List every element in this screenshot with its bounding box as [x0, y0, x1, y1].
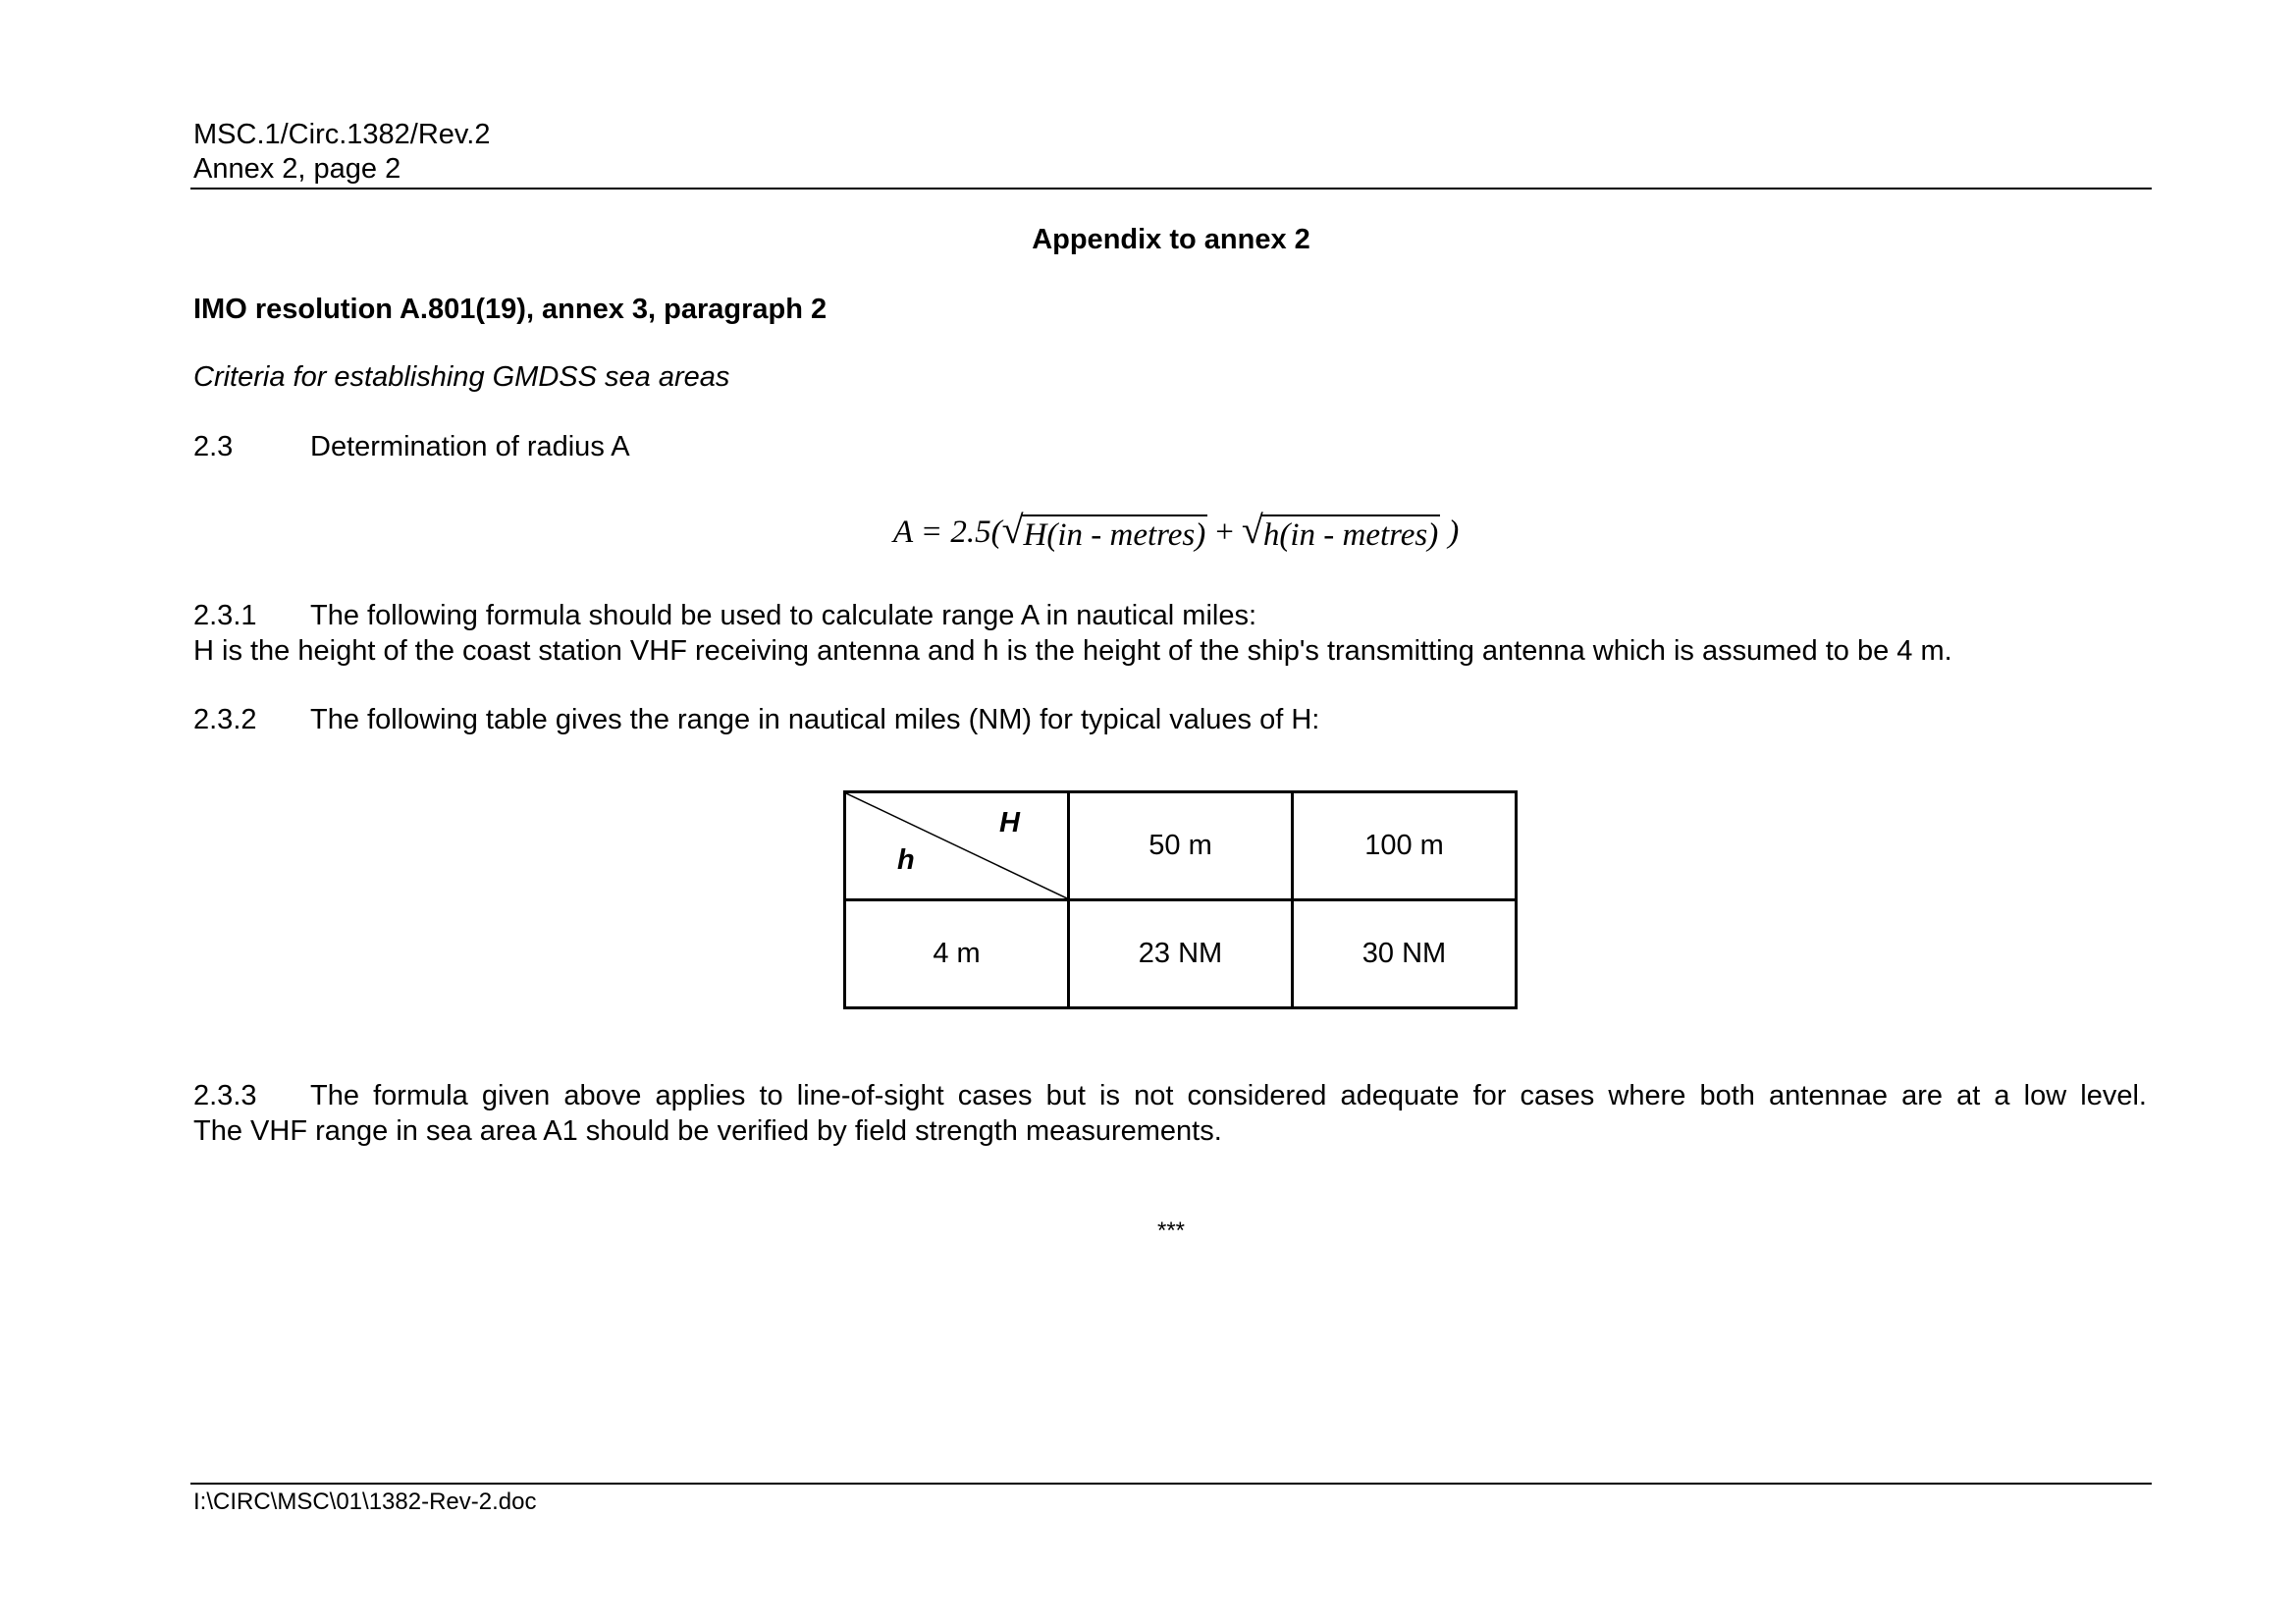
table-row: [845, 900, 1517, 1008]
end-marker: ***: [1156, 1218, 1186, 1244]
section-title: Determination of radius A: [310, 431, 630, 462]
formula-term-1: H(in - metres): [1022, 514, 1208, 554]
table-corner-cell: [845, 792, 1069, 900]
column-header: 100 m: [1293, 792, 1517, 900]
table-cell: 30 NM: [1293, 900, 1517, 1008]
formula-lhs: A = 2.5(: [893, 514, 1002, 550]
paragraph-number: 2.3.2: [193, 704, 257, 735]
row-header: 4 m: [845, 900, 1069, 1008]
paragraph-text-continued: H is the height of the coast station VHF receiving antenna and h is the height of the ship's transmitting antenna which is assumed to be 4 m.: [193, 635, 1952, 667]
criteria-subtitle: Criteria for establishing GMDSS sea areas: [193, 361, 730, 393]
radical-sign: √: [1241, 508, 1263, 552]
paragraph-first-line: [193, 1079, 2147, 1113]
appendix-title: Appendix to annex 2: [1032, 224, 1310, 255]
paragraph-text: The following formula should be used to calculate range A in nautical miles:: [310, 600, 1257, 631]
range-table: [843, 790, 1518, 1009]
formula-close: ): [1448, 514, 1460, 550]
sqrt-term-1: [1001, 508, 1208, 554]
footer-file-path: I:\CIRC\MSC\01\1382-Rev-2.doc: [193, 1489, 537, 1515]
formula-term-2: h(in - metres): [1261, 514, 1440, 554]
corner-label-h: h: [897, 844, 915, 876]
section-number: 2.3: [193, 431, 234, 462]
paragraph-text: The following table gives the range in nautical miles (NM) for typical values of H:: [310, 704, 1320, 735]
footer-divider: [190, 1483, 2152, 1485]
page-reference: Annex 2, page 2: [193, 153, 401, 185]
header-divider: [190, 188, 2152, 189]
paragraph-number: 2.3.3: [193, 1080, 257, 1111]
paragraph-number: 2.3.1: [193, 600, 257, 631]
range-formula: [893, 508, 1460, 554]
table-cell: 23 NM: [1069, 900, 1293, 1008]
diagonal-line: [846, 793, 1067, 898]
corner-label-H: H: [999, 807, 1020, 839]
table-row: [845, 792, 1517, 900]
paragraph-text-continued: The VHF range in sea area A1 should be verified by field strength measurements.: [193, 1115, 1222, 1147]
radical-sign: √: [1001, 508, 1024, 552]
resolution-reference: IMO resolution A.801(19), annex 3, paragraph 2: [193, 294, 828, 325]
formula-plus: +: [1215, 514, 1234, 550]
document-reference: MSC.1/Circ.1382/Rev.2: [193, 119, 491, 150]
column-header: 50 m: [1069, 792, 1293, 900]
paragraph-text: The formula given above applies to line-of-sight cases but is not considered adequate for cases where both antennae are at a low level.: [310, 1080, 2147, 1111]
sqrt-term-2: [1241, 508, 1440, 554]
